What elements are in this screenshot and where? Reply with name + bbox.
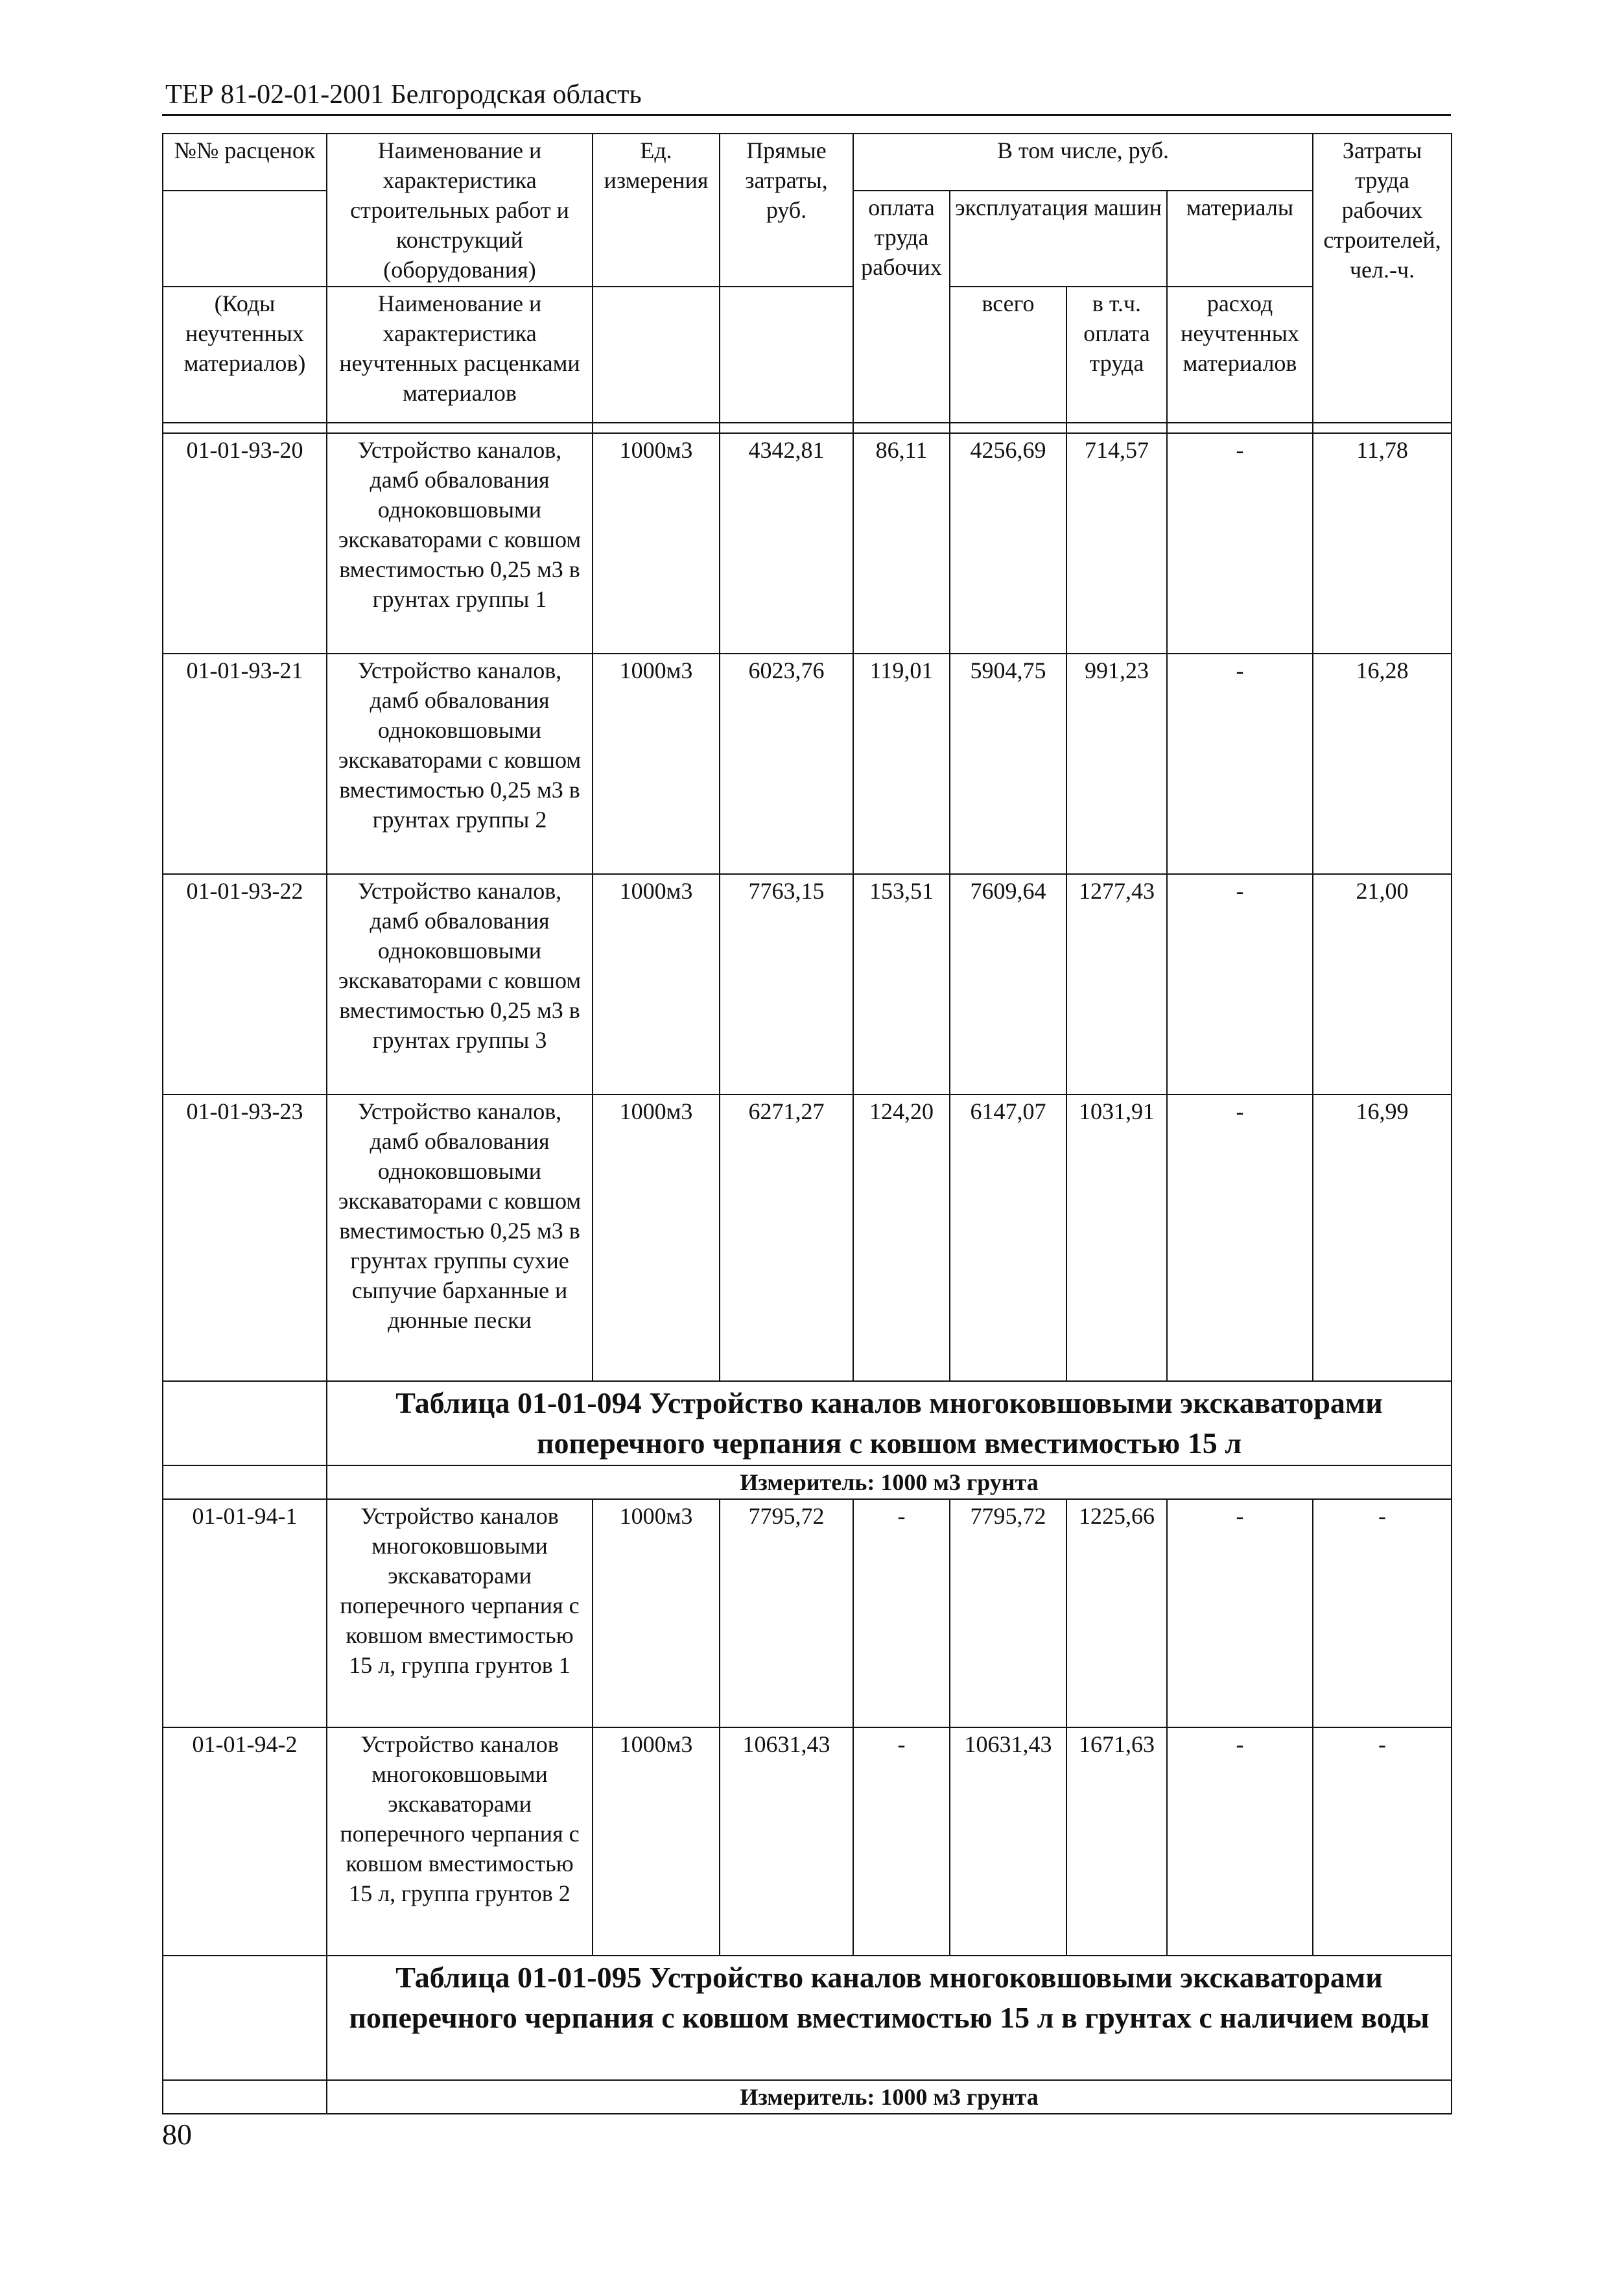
direct-cost: 10631,43 [720, 1727, 853, 1956]
materials: - [1167, 1727, 1313, 1956]
rate-code: 01-01-94-1 [163, 1499, 327, 1727]
wages: - [853, 1727, 950, 1956]
machines-total: 4256,69 [950, 433, 1066, 654]
rate-description: Устройство каналов, дамб обвалования одноковшовыми экскаваторами с ковшом вместимостью 0,25 м3 в грунтах группы 1 [327, 433, 593, 654]
rate-unit: 1000м3 [593, 654, 720, 874]
materials: - [1167, 1095, 1313, 1381]
rate-description: Устройство каналов, дамб обвалования одноковшовыми экскаваторами с ковшом вместимостью 0,25 м3 в грунтах группы 2 [327, 654, 593, 874]
materials: - [1167, 1499, 1313, 1727]
rate-description: Устройство каналов многоковшовыми экскаваторами поперечного черпания с ковшом вместимостью 15 л, группа грунтов 2 [327, 1727, 593, 1956]
header-materials: материалы [1167, 191, 1313, 287]
machines-total: 5904,75 [950, 654, 1066, 874]
rate-code: 01-01-93-23 [163, 1095, 327, 1381]
header-labor: Затраты труда рабочих строителей, чел.-ч. [1313, 134, 1452, 423]
header-direct-empty [720, 287, 853, 423]
page-number: 80 [162, 2118, 192, 2151]
header-code-cont [163, 191, 327, 287]
table-row [163, 1727, 1452, 1956]
rate-unit: 1000м3 [593, 1095, 720, 1381]
wages: 119,01 [853, 654, 950, 874]
machines-wage: 1225,66 [1066, 1499, 1167, 1727]
direct-cost: 7763,15 [720, 874, 853, 1095]
header-direct: Прямые затраты, руб. [720, 134, 853, 287]
direct-cost: 7795,72 [720, 1499, 853, 1727]
section-title: Таблица 01-01-094 Устройство каналов многоковшовыми экскаваторами поперечного черпания с ковшом вместимостью 15 л [327, 1381, 1452, 1465]
section-measure: Измеритель: 1000 м3 грунта [327, 1465, 1452, 1499]
section-title: Таблица 01-01-095 Устройство каналов многоковшовыми экскаваторами поперечного черпания с ковшом вместимостью 15 л в грунтах с наличием воды [327, 1956, 1452, 2080]
rate-code: 01-01-93-21 [163, 654, 327, 874]
header-machines-wage: в т.ч. оплата труда [1066, 287, 1167, 423]
header-name: Наименование и характеристика строительных работ и конструкций (оборудования) [327, 134, 593, 287]
wages: 153,51 [853, 874, 950, 1095]
labor-cost: - [1313, 1499, 1452, 1727]
rate-code: 01-01-93-22 [163, 874, 327, 1095]
table-row [163, 1095, 1452, 1381]
header-including: В том числе, руб. [853, 134, 1313, 191]
section-measure: Измеритель: 1000 м3 грунта [327, 2080, 1452, 2114]
machines-total: 10631,43 [950, 1727, 1066, 1956]
rate-description: Устройство каналов, дамб обвалования одноковшовыми экскаваторами с ковшом вместимостью 0,25 м3 в грунтах группы сухие сыпучие барханные и дюнные пески [327, 1095, 593, 1381]
header-materials-use: расход неучтенных материалов [1167, 287, 1313, 423]
direct-cost: 6271,27 [720, 1095, 853, 1381]
wages: 124,20 [853, 1095, 950, 1381]
materials: - [1167, 874, 1313, 1095]
header-machines: эксплуатация машин [950, 191, 1167, 287]
header-wages: оплата труда рабочих [853, 191, 950, 423]
machines-wage: 1277,43 [1066, 874, 1167, 1095]
labor-cost: 16,28 [1313, 654, 1452, 874]
materials: - [1167, 654, 1313, 874]
labor-cost: 21,00 [1313, 874, 1452, 1095]
table-row [163, 654, 1452, 874]
document-header: ТЕР 81-02-01-2001 Белгородская область [165, 80, 642, 110]
header-code-sub: (Коды неучтенных материалов) [163, 287, 327, 423]
rate-unit: 1000м3 [593, 433, 720, 654]
labor-cost: 16,99 [1313, 1095, 1452, 1381]
header-name-sub: Наименование и характеристика неучтенных расценками материалов [327, 287, 593, 423]
table-row [163, 874, 1452, 1095]
header-code: №№ расценок [163, 134, 327, 191]
labor-cost: - [1313, 1727, 1452, 1956]
header-unit-empty [593, 287, 720, 423]
header-machines-total: всего [950, 287, 1066, 423]
rate-unit: 1000м3 [593, 1499, 720, 1727]
labor-cost: 11,78 [1313, 433, 1452, 654]
machines-wage: 714,57 [1066, 433, 1167, 654]
machines-total: 7795,72 [950, 1499, 1066, 1727]
wages: - [853, 1499, 950, 1727]
machines-total: 7609,64 [950, 874, 1066, 1095]
rate-code: 01-01-94-2 [163, 1727, 327, 1956]
rate-unit: 1000м3 [593, 1727, 720, 1956]
table-row [163, 433, 1452, 654]
rate-description: Устройство каналов многоковшовыми экскаваторами поперечного черпания с ковшом вместимостью 15 л, группа грунтов 1 [327, 1499, 593, 1727]
machines-wage: 991,23 [1066, 654, 1167, 874]
rates-table [162, 133, 1452, 2114]
machines-wage: 1031,91 [1066, 1095, 1167, 1381]
materials: - [1167, 433, 1313, 654]
machines-total: 6147,07 [950, 1095, 1066, 1381]
header-unit: Ед. измерения [593, 134, 720, 287]
rate-description: Устройство каналов, дамб обвалования одноковшовыми экскаваторами с ковшом вместимостью 0,25 м3 в грунтах группы 3 [327, 874, 593, 1095]
direct-cost: 6023,76 [720, 654, 853, 874]
direct-cost: 4342,81 [720, 433, 853, 654]
wages: 86,11 [853, 433, 950, 654]
header-divider [162, 114, 1451, 116]
rate-code: 01-01-93-20 [163, 433, 327, 654]
machines-wage: 1671,63 [1066, 1727, 1167, 1956]
table-row [163, 1499, 1452, 1727]
rate-unit: 1000м3 [593, 874, 720, 1095]
